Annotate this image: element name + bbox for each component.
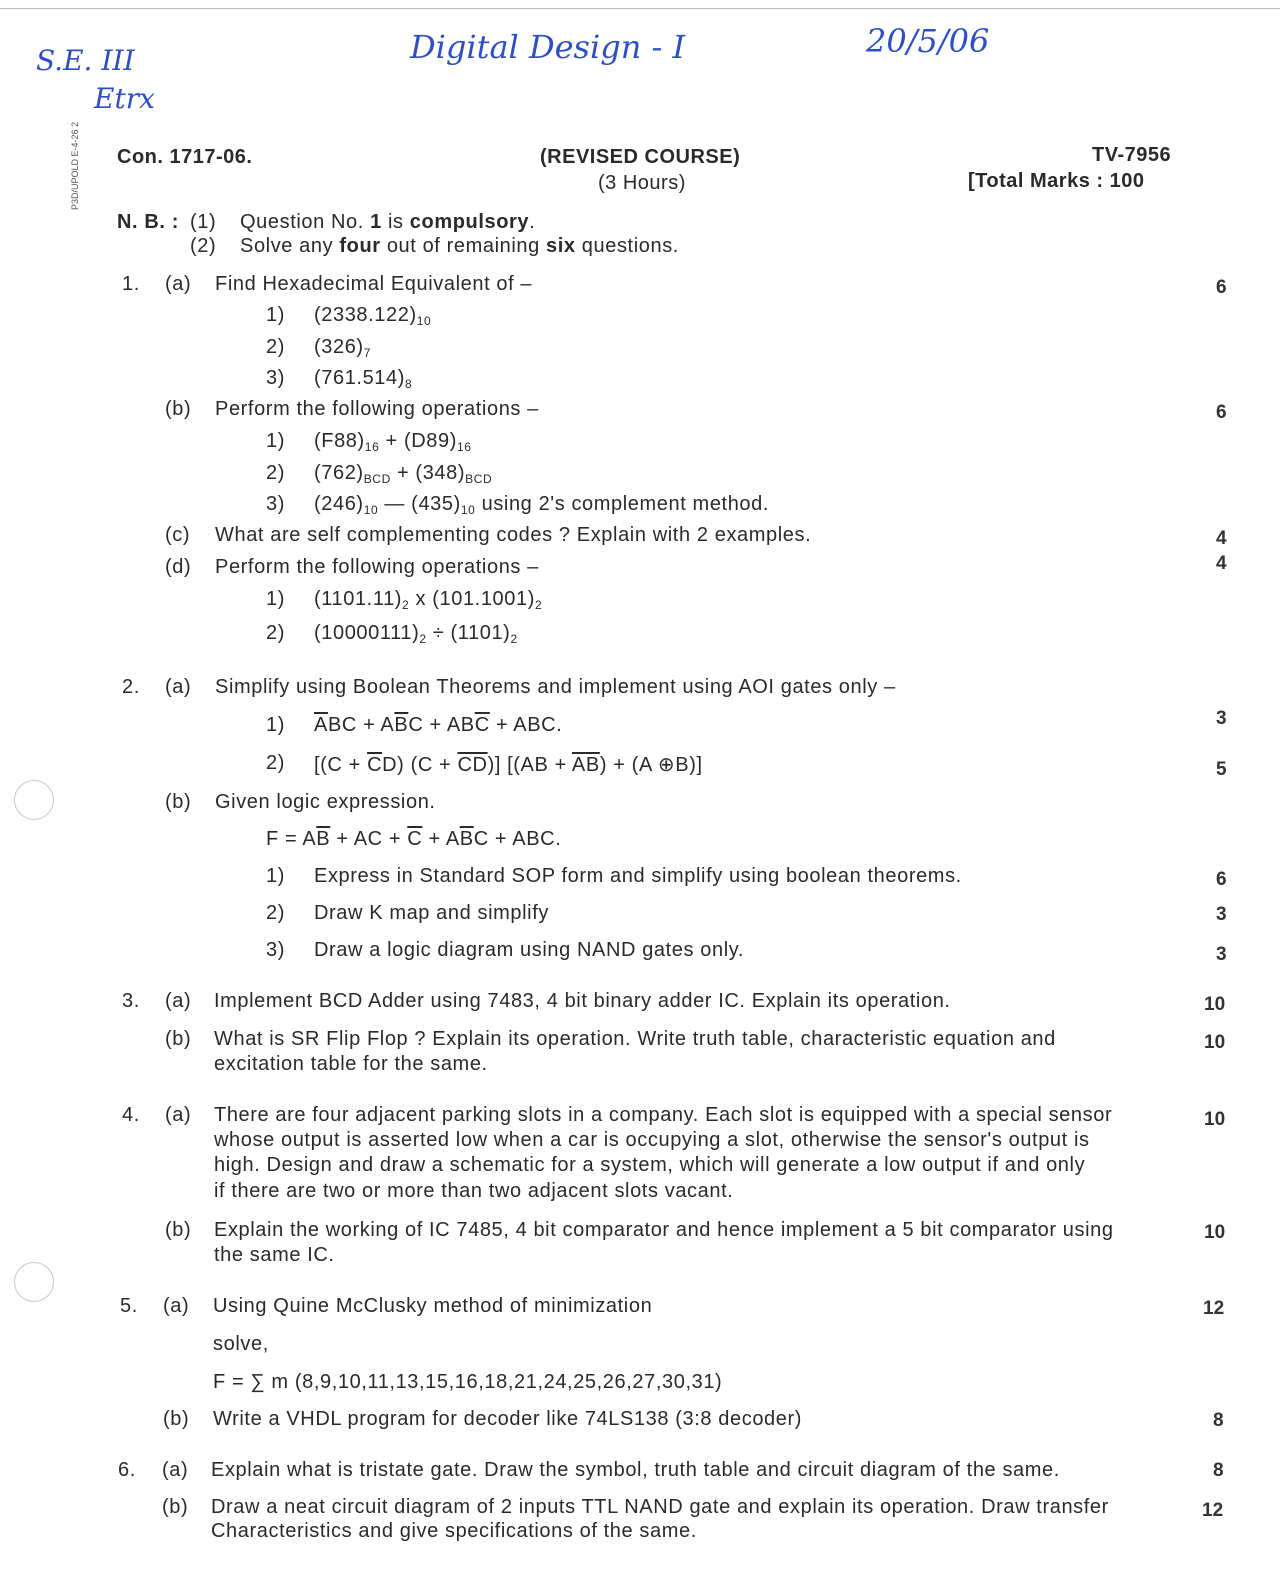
q2b-1-text: Express in Standard SOP form and simplify using boolean theorems. bbox=[314, 865, 962, 887]
q3a-text: Implement BCD Adder using 7483, 4 bit binary adder IC. Explain its operation. bbox=[214, 990, 951, 1012]
q1d-label: (d) bbox=[165, 556, 192, 578]
q1b-2-expr: $(762)_{BCD} + (348)_{BCD}$ bbox=[314, 462, 493, 486]
q1d-1-num: 1) bbox=[266, 588, 285, 610]
q5a-function: F = ∑ m (8,9,10,11,13,15,16,18,21,24,25,26,27,30,31) bbox=[213, 1371, 723, 1393]
course-label: (REVISED COURSE) bbox=[540, 146, 741, 168]
q2a-text: Simplify using Boolean Theorems and implement using AOI gates only – bbox=[215, 676, 896, 698]
q1b-1-num: 1) bbox=[266, 430, 285, 452]
q5-number: 5. bbox=[120, 1295, 138, 1317]
paper-code: TV-7956 bbox=[1092, 144, 1172, 166]
q4a-label: (a) bbox=[165, 1104, 192, 1126]
nb-line-2: Solve any four out of remaining six questions. bbox=[240, 235, 679, 257]
q1-number: 1. bbox=[122, 273, 140, 295]
q6b-line-1: Draw a neat circuit diagram of 2 inputs TTL NAND gate and explain its operation. Draw transfer bbox=[211, 1496, 1109, 1518]
q5a-label: (a) bbox=[163, 1295, 190, 1317]
q5b-text: Write a VHDL program for decoder like 74LS138 (3:8 decoder) bbox=[213, 1408, 803, 1430]
duration: (3 Hours) bbox=[598, 172, 686, 194]
q1a-3-expr: $(761.514)_8$ bbox=[314, 367, 413, 391]
q2a-2-num: 2) bbox=[266, 752, 285, 774]
q1a-3-num: 3) bbox=[266, 367, 285, 389]
q1a-label: (a) bbox=[165, 273, 192, 295]
q2a-1-marks: 3 bbox=[1216, 708, 1227, 729]
q6b-label: (b) bbox=[162, 1496, 189, 1518]
q4a-line-1: There are four adjacent parking slots in a company. Each slot is equipped with a special sensor bbox=[214, 1104, 1113, 1126]
page-top-edge bbox=[0, 8, 1280, 9]
q4a-line-2: whose output is asserted low when a car is occupying a slot, otherwise the sensor's output is bbox=[214, 1129, 1090, 1151]
punch-hole-2 bbox=[14, 1262, 54, 1302]
q5b-label: (b) bbox=[163, 1408, 190, 1430]
side-code: P3D/UPOLD E-4-26 2 bbox=[70, 121, 80, 210]
q2b-3-num: 3) bbox=[266, 939, 285, 961]
q4a-line-4: if there are two or more than two adjacent slots vacant. bbox=[214, 1180, 734, 1202]
q1a-1-expr: $(2338.122)_{10}$ bbox=[314, 304, 432, 328]
q4b-label: (b) bbox=[165, 1219, 192, 1241]
q1a-marks: 6 bbox=[1216, 277, 1227, 298]
q2b-3-text: Draw a logic diagram using NAND gates only. bbox=[314, 939, 745, 961]
q2a-2-marks: 5 bbox=[1216, 759, 1227, 780]
q1b-2-num: 2) bbox=[266, 462, 285, 484]
q1c-text: What are self complementing codes ? Explain with 2 examples. bbox=[215, 524, 812, 546]
handwritten-class: S.E. III bbox=[36, 44, 135, 77]
q1b-label: (b) bbox=[165, 398, 192, 420]
q1a-1-num: 1) bbox=[266, 304, 285, 326]
q4a-marks: 10 bbox=[1204, 1109, 1226, 1130]
q2b-1-marks: 6 bbox=[1216, 869, 1227, 890]
con-number: Con. 1717-06. bbox=[117, 146, 253, 168]
q4a-line-3: high. Design and draw a schematic for a system, which will generate a low output if and only bbox=[214, 1154, 1086, 1176]
q5a-text: Using Quine McClusky method of minimization bbox=[213, 1295, 653, 1317]
q2b-1-num: 1) bbox=[266, 865, 285, 887]
q2b-2-num: 2) bbox=[266, 902, 285, 924]
nb-num-2: (2) bbox=[190, 235, 217, 257]
q2a-label: (a) bbox=[165, 676, 192, 698]
q1d-text: Perform the following operations – bbox=[215, 556, 539, 578]
nb-line-1: Question No. 1 is compulsory. bbox=[240, 211, 536, 233]
handwritten-date: 20/5/06 bbox=[866, 22, 990, 60]
q6b-line-2: Characteristics and give specifications of the same. bbox=[211, 1520, 697, 1542]
q2b-label: (b) bbox=[165, 791, 192, 813]
q4b-line-2: the same IC. bbox=[214, 1244, 335, 1266]
handwritten-subject: Digital Design - I bbox=[410, 28, 686, 66]
q3b-marks: 10 bbox=[1204, 1032, 1226, 1053]
q2b-text: Given logic expression. bbox=[215, 791, 436, 813]
nb-num-1: (1) bbox=[190, 211, 217, 233]
q2b-3-marks: 3 bbox=[1216, 944, 1227, 965]
q1d-marks: 4 bbox=[1216, 553, 1227, 574]
q6a-text: Explain what is tristate gate. Draw the symbol, truth table and circuit diagram of the same. bbox=[211, 1459, 1060, 1481]
q1c-marks: 4 bbox=[1216, 528, 1227, 549]
q4b-marks: 10 bbox=[1204, 1222, 1226, 1243]
q1b-3-expr: $(246)_{10}$ — $(435)_{10}$ using 2's complement method. bbox=[314, 493, 770, 517]
q3b-line-1: What is SR Flip Flop ? Explain its operation. Write truth table, characteristic equation and bbox=[214, 1028, 1056, 1050]
q5a-solve: solve, bbox=[213, 1333, 269, 1355]
q1a-2-num: 2) bbox=[266, 336, 285, 358]
q6a-marks: 8 bbox=[1213, 1460, 1224, 1481]
q6b-marks: 12 bbox=[1202, 1500, 1224, 1521]
q2b-2-marks: 3 bbox=[1216, 904, 1227, 925]
q1b-marks: 6 bbox=[1216, 402, 1227, 423]
q4-number: 4. bbox=[122, 1104, 140, 1126]
punch-hole-1 bbox=[14, 780, 54, 820]
q3-number: 3. bbox=[122, 990, 140, 1012]
q2a-1-expr: $\overline{A}BC + A\overline{B}C + AB\overline{C}$ + ABC. bbox=[314, 714, 563, 736]
q1d-1-expr: $(1101.11)_2$ x $(101.1001)_2$ bbox=[314, 588, 543, 612]
q2-number: 2. bbox=[122, 676, 140, 698]
q3b-line-2: excitation table for the same. bbox=[214, 1053, 488, 1075]
q3a-label: (a) bbox=[165, 990, 192, 1012]
q2a-2-expr: [$(C + \overline{C}D)$ $(C + \overline{CD})$] [$(AB + \overline{A}\overline{B}) + (A$ ⊕B)] bbox=[314, 754, 703, 776]
q1d-2-expr: $(10000111)_2 \div (1101)_2$ bbox=[314, 622, 518, 646]
q4b-line-1: Explain the working of IC 7485, 4 bit comparator and hence implement a 5 bit comparator using bbox=[214, 1219, 1114, 1241]
q5a-marks: 12 bbox=[1203, 1298, 1225, 1319]
q6-number: 6. bbox=[118, 1459, 136, 1481]
q6a-label: (a) bbox=[162, 1459, 189, 1481]
nb-label: N. B. : bbox=[117, 211, 179, 233]
q2b-2-text: Draw K map and simplify bbox=[314, 902, 549, 924]
handwritten-branch: Etrx bbox=[94, 82, 155, 115]
q2a-1-num: 1) bbox=[266, 714, 285, 736]
total-marks: [Total Marks : 100 bbox=[968, 170, 1145, 192]
q1d-2-num: 2) bbox=[266, 622, 285, 644]
q1b-text: Perform the following operations – bbox=[215, 398, 539, 420]
q3b-label: (b) bbox=[165, 1028, 192, 1050]
q2b-expression: $F = A\overline{B}$ + AC + $\overline{C} + A\overline{B}C$ + ABC. bbox=[266, 828, 562, 850]
q5b-marks: 8 bbox=[1213, 1410, 1224, 1431]
q1a-2-expr: $(326)_7$ bbox=[314, 336, 371, 360]
q1c-label: (c) bbox=[165, 524, 191, 546]
q1b-3-num: 3) bbox=[266, 493, 285, 515]
q1a-text: Find Hexadecimal Equivalent of – bbox=[215, 273, 533, 295]
q3a-marks: 10 bbox=[1204, 994, 1226, 1015]
q1b-1-expr: $(F88)_{16} + (D89)_{16}$ bbox=[314, 430, 472, 454]
